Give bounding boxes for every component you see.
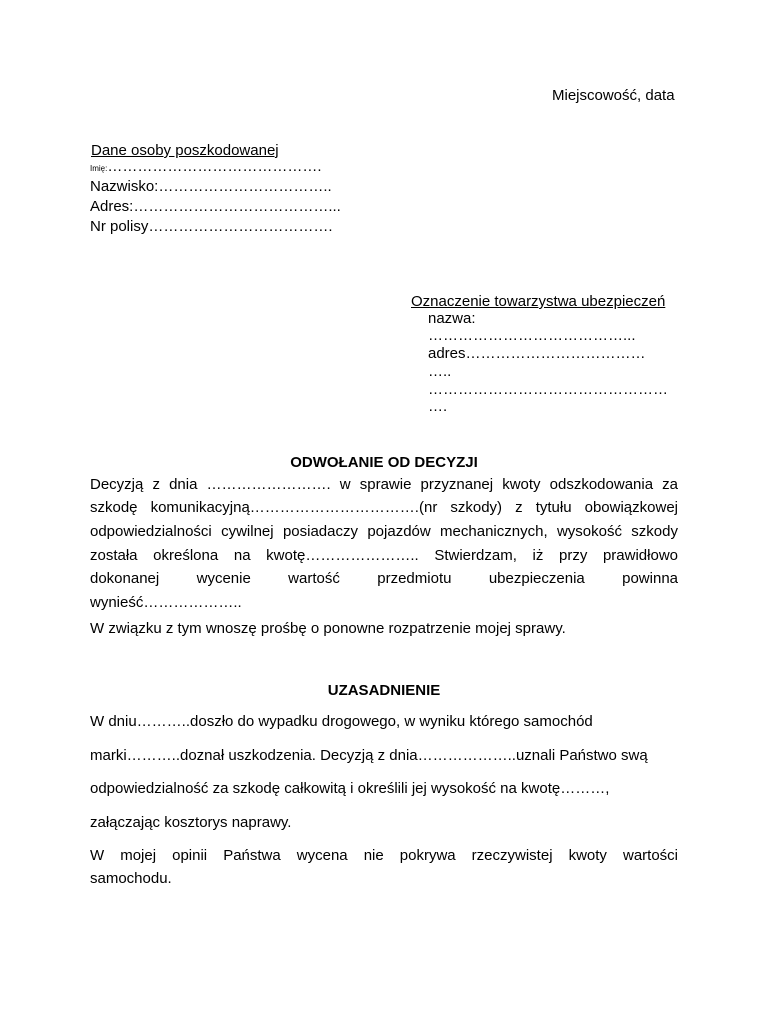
insurer-heading: Oznaczenie towarzystwa ubezpieczeń (411, 293, 666, 310)
appeal-request: W związku z tym wnoszę prośbę o ponowne rozpatrzenie mojej sprawy. (90, 620, 566, 637)
appeal-line-4: została określona na kwotę………………….. Stwierdzam, iż przy prawidłowo (90, 547, 678, 564)
insurer-address-line4: …. (428, 398, 448, 415)
justification-title: UZASADNIENIE (327, 682, 441, 699)
insurer-address-line1: adres……………………………… (428, 345, 646, 362)
insurer-address-line2: ….. (428, 363, 452, 380)
injured-heading: Dane osoby poszkodowanej (91, 142, 279, 159)
justification-line-2: marki………..doznał uszkodzenia. Decyzją z dnia………………..uznali Państwo swą (90, 747, 648, 764)
appeal-line-6: wynieść……………….. (90, 594, 242, 611)
insurer-name-dots: …………………………………... (428, 327, 636, 344)
justification-line-4: załączając kosztorys naprawy. (90, 814, 292, 831)
appeal-line-2: szkodę komunikacyjną…………………………….(nr szkody) z tytułu obowiązkowej (90, 499, 678, 516)
address-row: Adres:…………………………………... (90, 198, 341, 215)
policy-row: Nr polisy………………………………. (90, 218, 333, 235)
insurer-name-label: nazwa: (428, 310, 476, 327)
first-name-label: Imię: (90, 164, 108, 173)
surname-row: Nazwisko:…………………………….. (90, 178, 332, 195)
justification-line-3: odpowiedzialność za szkodę całkowitą i określili jej wysokość na kwotę………, (90, 780, 610, 797)
opinion-line-1: W mojej opinii Państwa wycena nie pokrywa rzeczywistej kwoty wartości (90, 847, 678, 864)
place-date: Miejscowość, data (552, 87, 675, 104)
appeal-line-3: odpowiedzialności cywilnej posiadaczy pojazdów mechanicznych, wysokość szkody (90, 523, 678, 540)
insurer-address-line3: ………………………………………… (428, 381, 668, 398)
first-name-dots: ……………………………………. (107, 158, 322, 175)
first-name-row (90, 157, 322, 179)
appeal-line-5: dokonanej wycenie wartość przedmiotu ubezpieczenia powinna (90, 570, 678, 587)
appeal-line-1: Decyzją z dnia ……………………. w sprawie przyznanej kwoty odszkodowania za (90, 476, 678, 493)
justification-line-1: W dniu………..doszło do wypadku drogowego, w wyniku którego samochód (90, 713, 593, 730)
appeal-title: ODWOŁANIE OD DECYZJI (290, 454, 478, 471)
opinion-line-2: samochodu. (90, 870, 172, 887)
